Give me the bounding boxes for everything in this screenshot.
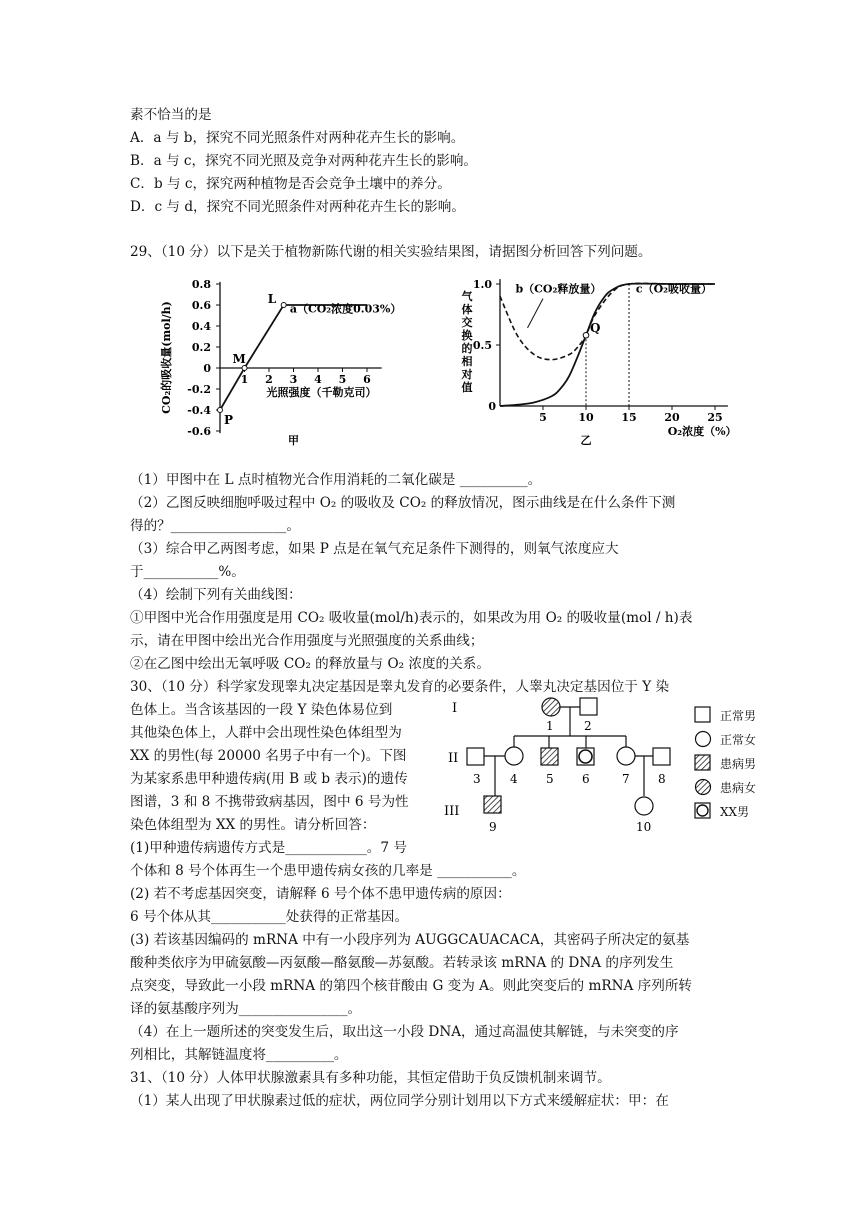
y-tick-label: 0.5 bbox=[472, 339, 492, 352]
q29-sub2b: 得的？_________________。 bbox=[130, 518, 300, 534]
y-axis-label: CO₂的吸收量(mol/h) bbox=[160, 301, 173, 414]
legend-normal-female bbox=[694, 727, 756, 751]
individual-3 bbox=[467, 748, 484, 765]
y-tick-label: -0.6 bbox=[187, 425, 211, 438]
num-4: 4 bbox=[510, 772, 518, 786]
pedigree-chart bbox=[440, 690, 690, 840]
q31-line2: （1）某人出现了甲状腺素过低的症状，两位同学分别计划用以下方式来缓解症状：甲：在 bbox=[130, 1093, 669, 1109]
jia-labels bbox=[224, 292, 401, 447]
legend-normal-male bbox=[694, 703, 756, 727]
q30-line2: 色体上。当含该基因的一段 Y 染色体易位到 bbox=[130, 702, 393, 718]
individual-2 bbox=[580, 698, 597, 715]
x-tick-label: 1 bbox=[240, 373, 249, 386]
q30-line5: 为某家系患甲种遗传病(用 B 或 b 表示)的遗传 bbox=[130, 771, 408, 787]
num-8: 8 bbox=[658, 772, 666, 786]
x-tick-label: 2 bbox=[265, 373, 273, 386]
q29-sub4: （4）绘制下列有关曲线图： bbox=[130, 587, 302, 603]
legend-affected-male bbox=[694, 751, 756, 775]
q30-line14: 点突变，导致此一小段 mRNA 的第四个核苷酸由 G 变为 A。则此突变后的 mRNA 序列所转 bbox=[130, 978, 693, 994]
num-5: 5 bbox=[546, 772, 554, 786]
q29-sub3b: 于___________%。 bbox=[130, 564, 245, 580]
y-tick-label: -0.4 bbox=[187, 404, 211, 417]
panel-label: 乙 bbox=[580, 434, 592, 447]
q30-line9: 个体和 8 号个体再生一个患甲遗传病女孩的几率是 ___________。 bbox=[130, 863, 526, 879]
x-tick-label: 4 bbox=[314, 373, 322, 386]
x-tick-label: 20 bbox=[664, 411, 680, 424]
series-label: a（CO₂浓度0.03%） bbox=[289, 302, 402, 316]
q30-line4: XX 的男性(每 20000 名男子中有一个)。下图 bbox=[130, 748, 407, 764]
chart-jia bbox=[150, 268, 410, 453]
q29-sub3a: （3）综合甲乙两图考虑，如果 P 点是在氧气充足条件下测得的，则氧气浓度应大 bbox=[130, 541, 619, 557]
q29-sub4-1a: ①甲图中光合作用强度是用 CO₂ 吸收量(mol/h)表示的，如果改为用 O₂ 的吸收量(mol / h)表 bbox=[130, 610, 693, 626]
point-marker bbox=[281, 303, 286, 308]
individual-10 bbox=[635, 797, 653, 815]
q30-line17: 列相比，其解链温度将__________。 bbox=[130, 1047, 348, 1063]
q29-sub4-2: ②在乙图中绘出无氧呼吸 CO₂ 的释放量与 O₂ 浓度的关系。 bbox=[130, 656, 490, 672]
num-9: 9 bbox=[489, 820, 497, 834]
x-tick-label: 10 bbox=[578, 411, 594, 424]
legend-label: 正常女 bbox=[720, 732, 757, 747]
individual-4 bbox=[505, 747, 523, 765]
individual-7 bbox=[617, 747, 635, 765]
q29-header: 29、（10 分）以下是关于植物新陈代谢的相关实验结果图，请据图分析回答下列问题。 bbox=[130, 244, 652, 260]
num-10: 10 bbox=[636, 820, 652, 834]
x-axis-label: 光照强度（千勒克司） bbox=[266, 386, 377, 399]
num-7: 7 bbox=[622, 772, 630, 786]
q30-line13: 酸种类依序为甲硫氨酸—丙氨酸—酪氨酸—苏氨酸。若转录该 mRNA 的 DNA 的序列发生 bbox=[130, 955, 674, 971]
y-tick-label: 0.4 bbox=[191, 320, 211, 333]
individual-8 bbox=[653, 748, 670, 765]
point-label: M bbox=[232, 352, 246, 366]
yi-series bbox=[500, 283, 715, 406]
x-tick-label: 6 bbox=[363, 373, 371, 386]
gen-label-1: I bbox=[452, 701, 458, 716]
q30-line16: （4）在上一题所述的突变发生后，取出这一小段 DNA，通过高温使其解链，与未突变的序 bbox=[130, 1024, 679, 1040]
option-c: C．b 与 c，探究两种植物是否会竞争土壤中的养分。 bbox=[130, 176, 451, 192]
q31-line1: 31、（10 分）人体甲状腺激素具有多种功能，其恒定借助于负反馈机制来调节。 bbox=[130, 1070, 611, 1086]
x-tick-label: 5 bbox=[539, 411, 547, 424]
y-tick-label: 0.2 bbox=[191, 341, 211, 354]
option-b: B．a 与 c，探究不同光照及竞争对两种花卉生长的影响。 bbox=[130, 153, 478, 169]
option-d: D．c 与 d，探究不同光照条件对两种花卉生长的影响。 bbox=[130, 199, 465, 215]
q30-line12: (3) 若该基因编码的 mRNA 中有一小段序列为 AUGGCAUACACA，其密码子所决定的氨基 bbox=[130, 932, 690, 948]
point-marker bbox=[583, 332, 589, 338]
q29-sub2a: （2）乙图反映细胞呼吸过程中 O₂ 的吸收及 CO₂ 的释放情况，图示曲线是在什么条件下测 bbox=[130, 495, 676, 511]
num-2: 2 bbox=[584, 719, 592, 733]
x-tick-label: 25 bbox=[707, 411, 723, 424]
gen-label-2: II bbox=[448, 751, 459, 766]
yi-axes bbox=[461, 278, 737, 438]
legend-label: 患病女 bbox=[720, 780, 757, 795]
num-6: 6 bbox=[582, 772, 590, 786]
q30-line1: 30、（10 分）科学家发现睾丸决定基因是睾丸发育的必要条件，人睾丸决定基因位于 Y 染 bbox=[130, 679, 670, 695]
y-tick-label: 1.0 bbox=[472, 278, 492, 291]
q29-sub4-1b: 示，请在甲图中绘出光合作用强度与光照强度的关系曲线； bbox=[130, 633, 484, 649]
point-label: P bbox=[224, 413, 234, 427]
y-tick-label: 0.6 bbox=[191, 299, 211, 312]
series-b-label: b（CO₂释放量） bbox=[515, 282, 602, 296]
x-axis-label: O₂浓度（%） bbox=[667, 425, 737, 438]
individual-5 bbox=[541, 748, 558, 765]
q28-lead: 素不恰当的是 bbox=[130, 107, 212, 123]
point-marker bbox=[242, 366, 247, 371]
individual-1 bbox=[542, 698, 560, 716]
legend-xx-male bbox=[694, 799, 756, 823]
num-1: 1 bbox=[546, 719, 554, 733]
panel-label: 甲 bbox=[288, 434, 299, 447]
series-c-curve bbox=[500, 284, 715, 406]
point-marker bbox=[218, 408, 223, 413]
individual-9 bbox=[484, 796, 501, 813]
origin-label: 0 bbox=[488, 400, 496, 413]
option-a: A．a 与 b，探究不同光照条件对两种花卉生长的影响。 bbox=[130, 130, 465, 146]
x-tick-label: 15 bbox=[621, 411, 637, 424]
y-tick-label: 0.8 bbox=[191, 278, 211, 291]
x-tick-label: 3 bbox=[289, 373, 298, 386]
series-c-label: c（O₂吸收量） bbox=[635, 282, 712, 296]
q30-line15: 译的氨基酸序列为________________。 bbox=[130, 1001, 362, 1017]
q30-line6: 图谱，3 和 8 不携带致病基因，图中 6 号为性 bbox=[130, 794, 409, 810]
point-label: L bbox=[267, 292, 277, 306]
legend-label: XX男 bbox=[720, 804, 750, 819]
q30-line3: 其他染色体上，人群中会出现性染色体组型为 bbox=[130, 725, 402, 741]
point-label: Q bbox=[590, 321, 601, 336]
y-axis-label: 气体交换的相对值 bbox=[461, 290, 473, 394]
legend-label: 患病男 bbox=[720, 756, 757, 771]
q30-line7: 染色体组型为 XX 的男性。请分析回答： bbox=[130, 817, 376, 833]
legend-affected-female bbox=[694, 775, 756, 799]
gen-label-3: III bbox=[444, 804, 460, 819]
q30-line10: (2) 若不考虑基因突变，请解释 6 号个体不患甲遗传病的原因： bbox=[130, 886, 511, 902]
chart-yi bbox=[445, 268, 745, 453]
q30-line8: (1)甲种遗传病遗传方式是____________。7 号 bbox=[130, 840, 407, 856]
legend-label: 正常男 bbox=[720, 708, 757, 723]
pedigree-legend bbox=[694, 703, 756, 823]
y-tick-label: 0 bbox=[203, 362, 211, 375]
q29-sub1: （1）甲图中在 L 点时植物光合作用消耗的二氧化碳是 __________。 bbox=[130, 472, 542, 488]
x-tick-label: 5 bbox=[338, 373, 347, 386]
q30-line11: 6 号个体从其___________处获得的正常基因。 bbox=[130, 909, 409, 925]
y-tick-label: -0.2 bbox=[187, 383, 211, 396]
num-3: 3 bbox=[473, 772, 481, 786]
series-b-pointer bbox=[528, 299, 543, 328]
